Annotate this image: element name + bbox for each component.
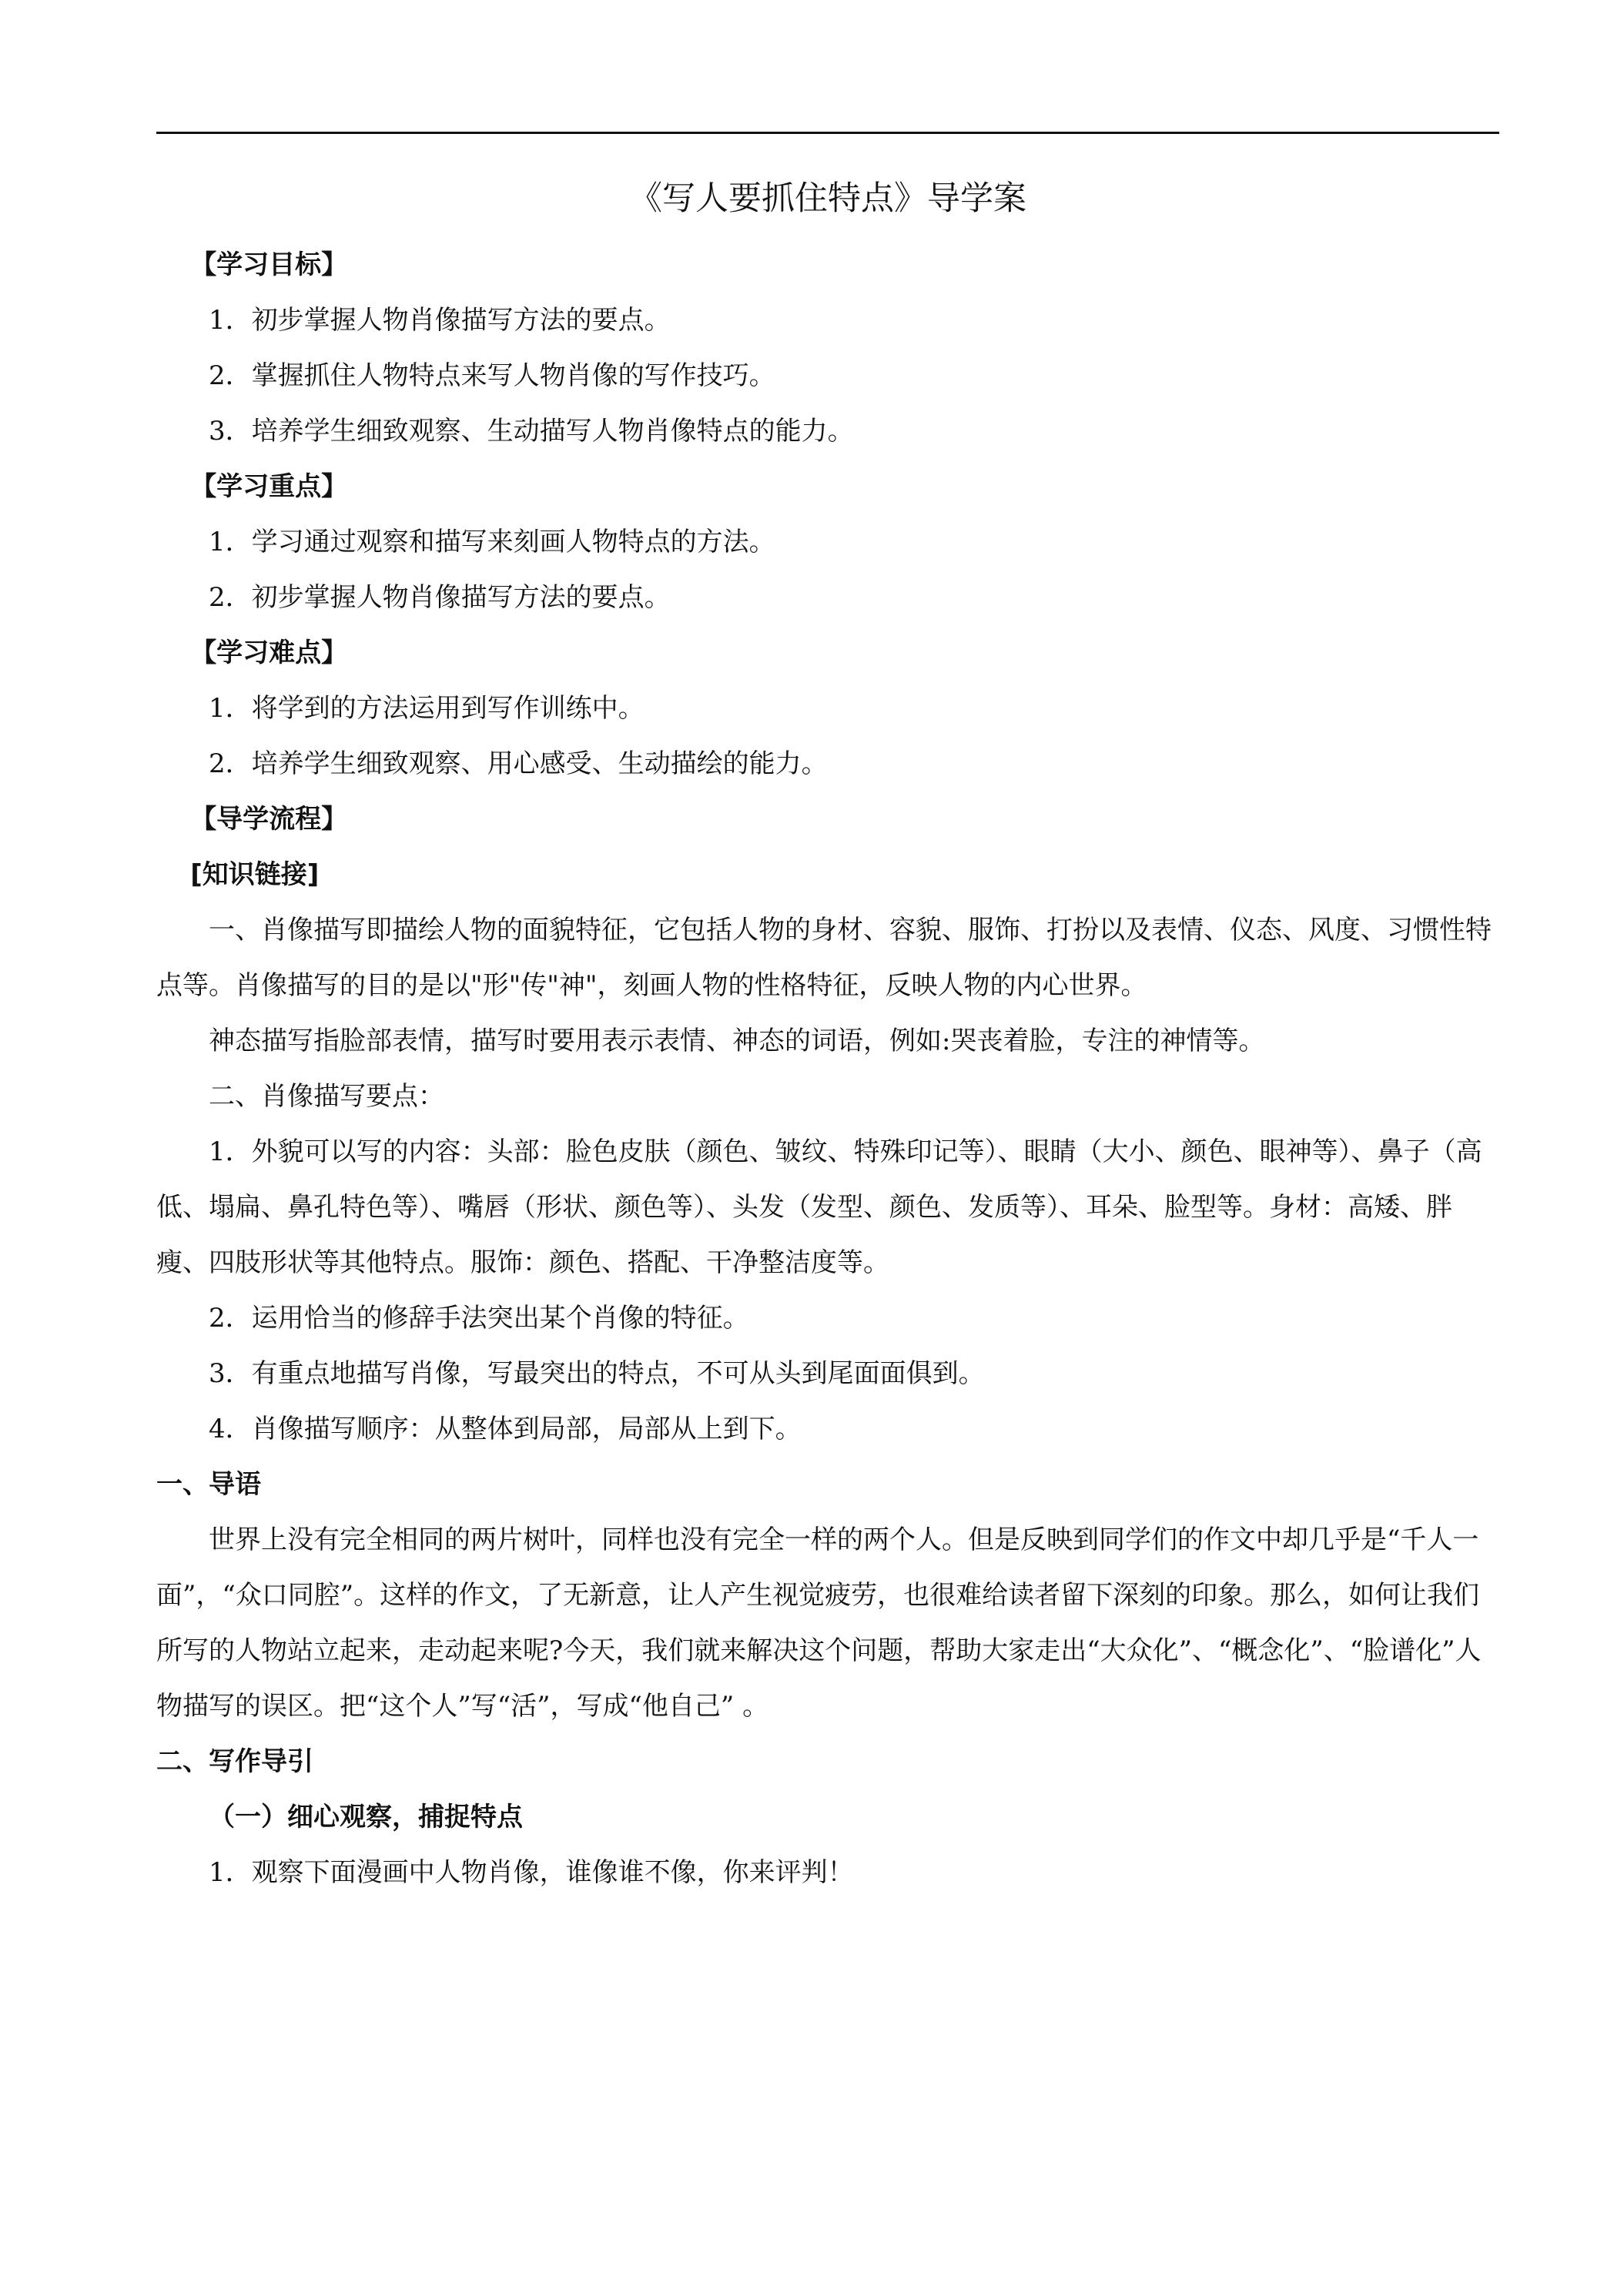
portrait-point-item: 3．有重点地描写肖像，写最突出的特点，不可从头到尾面面俱到。 — [209, 1358, 985, 1389]
objective-item: 3．培养学生细致观察、生动描写人物肖像特点的能力。 — [209, 416, 854, 447]
portrait-point-item: 4．肖像描写顺序：从整体到局部，局部从上到下。 — [209, 1414, 802, 1444]
intro-paragraph: 世界上没有完全相同的两片树叶，同样也没有完全一样的两个人。但是反映到同学们的作文中却几乎是“千人一面”，“众口同腔”。这样的作文，了无新意，让人产生视觉疲劳，也很难给读者留下深刻的印象。那么，如何让我们所写的人物站立起来，走动起来呢?今天，我们就来解决这个问题，帮助大家走出“大众化”、“概念化”、“脸谱化”人物描写的误区。把“这个人”写“活”，写成“他自己” 。 — [156, 1525, 1482, 1722]
portrait-definition-paragraph: 一、肖像描写即描绘人物的面貌特征，它包括人物的身材、容貌、服饰、打扮以及表情、仪态、风度、习惯性特点等。肖像描写的目的是以"形"传"神"，刻画人物的性格特征，反映人物的内心世界。 — [156, 915, 1492, 1001]
difficulty-item: 2．培养学生细致观察、用心感受、生动描绘的能力。 — [209, 748, 828, 779]
guide-subheading: （一）细心观察，捕捉特点 — [209, 1802, 523, 1832]
document-body — [156, 163, 1499, 1900]
header-rule — [156, 132, 1499, 134]
portrait-point-item: 2．运用恰当的修辞手法突出某个肖像的特征。 — [209, 1303, 749, 1334]
difficulties-heading: 【学习难点】 — [190, 638, 348, 668]
expression-description-paragraph: 神态描写指脸部表情，描写时要用表示表情、神态的词语，例如:哭丧着脸，专注的神情等。 — [209, 1026, 1265, 1056]
key-points-heading: 【学习重点】 — [190, 471, 348, 502]
guide-item: 1．观察下面漫画中人物肖像，谁像谁不像，你来评判！ — [209, 1857, 854, 1888]
portrait-point-item: 1．外貌可以写的内容：头部：脸色皮肤（颜色、皱纹、特殊印记等）、眼睛（大小、颜色、眼神等）、鼻子（高低、塌扁、鼻孔特色等）、嘴唇（形状、颜色等）、头发（发型、颜色、发质等）、耳朵、脸型等。身材：高矮、胖瘦、四肢形状等其他特点。服饰：颜色、搭配、干净整洁度等。 — [156, 1136, 1482, 1278]
objective-item: 2．掌握抓住人物特点来写人物肖像的写作技巧。 — [209, 360, 775, 391]
difficulty-item: 1．将学到的方法运用到写作训练中。 — [209, 693, 645, 724]
objectives-heading: 【学习目标】 — [190, 249, 348, 280]
intro-heading: 一、导语 — [156, 1469, 261, 1500]
flow-heading: 【导学流程】 — [190, 804, 348, 835]
guide-heading: 二、写作导引 — [156, 1746, 313, 1777]
key-point-item: 2．初步掌握人物肖像描写方法的要点。 — [209, 582, 671, 613]
key-point-item: 1．学习通过观察和描写来刻画人物特点的方法。 — [209, 527, 775, 557]
portrait-points-heading: 二、肖像描写要点： — [209, 1081, 444, 1112]
document-title: 《写人要抓住特点》导学案 — [629, 179, 1026, 218]
knowledge-link-heading: [知识链接] — [190, 859, 320, 890]
objective-item: 1．初步掌握人物肖像描写方法的要点。 — [209, 305, 671, 336]
